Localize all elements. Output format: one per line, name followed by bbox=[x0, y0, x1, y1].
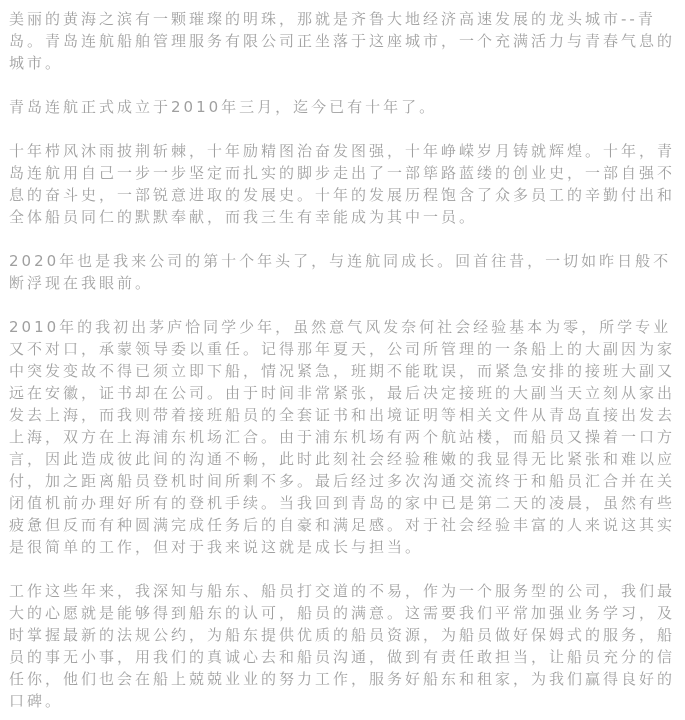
paragraph-my-tenth-year: 2020年也是我来公司的第十个年头了，与连航同成长。回首往昔，一切如昨日般不断浮现在我眼前。 bbox=[9, 252, 672, 292]
paragraph-intro-city: 美丽的黄海之滨有一颗璀璨的明珠，那就是齐鲁大地经济高速发展的龙头城市--青岛。青岛连航船舶管理服务有限公司正坐落于这座城市，一个充满活力与青春气息的城市。 bbox=[9, 10, 676, 72]
paragraph-work-reflection: 工作这些年来，我深知与船东、船员打交道的不易，作为一个服务型的公司，我们最大的心愿就是能够得到船东的认可，船员的满意。这需要我们平常加强业务学习，及时掌握最新的法规公约，为船东提供优质的船员资源，为船员做好保姆式的服务，船员的事无小事，用我们的真诚心去和船员沟通，做到有责任敢担当，让船员充分的信任你，他们也会在船上兢兢业业的努力工作，服务好船东和租家，为我们赢得良好的口碑。 bbox=[9, 582, 676, 710]
paragraph-ten-years-history: 十年栉风沐雨披荆斩棘，十年励精图治奋发图强，十年峥嵘岁月铸就辉煌。十年，青岛连航用自己一步一步坚定而扎实的脚步走出了一部筚路蓝缕的创业史，一部自强不息的奋斗史，一部锐意进取的发展史。十年的发展历程饱含了众多员工的辛勤付出和全体船员同仁的默默奉献，而我三生有幸能成为其中一员。 bbox=[9, 142, 676, 226]
paragraph-2010-story: 2010年的我初出茅庐恰同学少年，虽然意气风发奈何社会经验基本为零，所学专业又不对口，承蒙领导委以重任。记得那年夏天，公司所管理的一条船上的大副因为家中突发变故不得已须立即下船，情况紧急，班期不能耽误，而紧急安排的接班大副又远在安徽，证书却在公司。由于时间非常紧张，最后决定接班的大副当天立刻从家出发去上海，而我则带着接班船员的全套证书和出境证明等相关文件从青岛直接出发去上海，双方在上海浦东机场汇合。由于浦东机场有两个航站楼，而船员又操着一口方言，因此造成彼此间的沟通不畅，此时此刻社会经验稚嫩的我显得无比紧张和难以应付，加之距离船员登机时间所剩不多。最后经过多次沟通交流终于和船员汇合并在关闭值机前办理好所有的登机手续。当我回到青岛的家中已是第二天的凌晨，虽然有些疲惫但反而有种圆满完成任务后的自豪和满足感。对于社会经验丰富的人来说这其实是很简单的工作，但对于我来说这就是成长与担当。 bbox=[9, 318, 676, 556]
paragraph-founding-year: 青岛连航正式成立于2010年三月，迄今已有十年了。 bbox=[9, 98, 438, 116]
